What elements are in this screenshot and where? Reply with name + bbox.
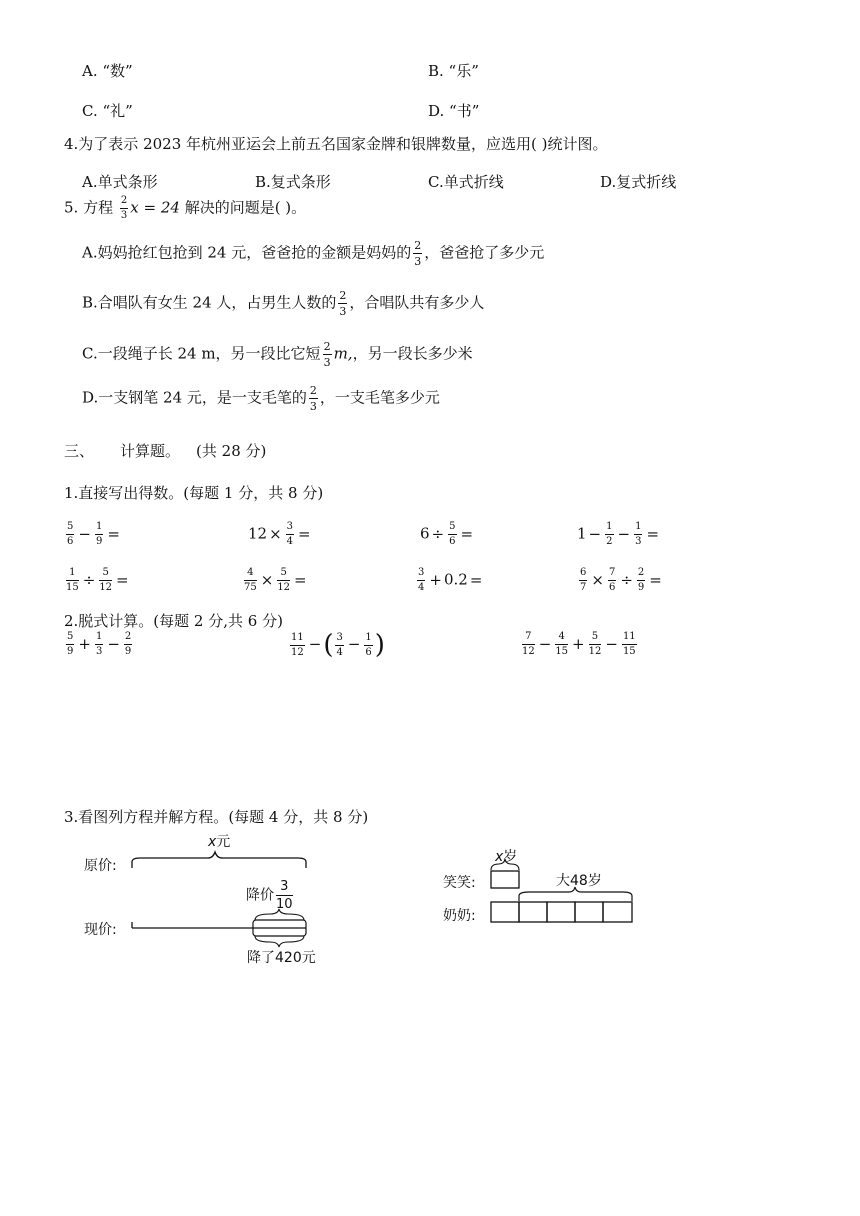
fraction: $\frac{2}{3}$ — [323, 340, 331, 369]
q5-stem — [64, 196, 306, 221]
q4-option-b: B.复式条形 — [255, 173, 331, 191]
q5-option-a: A.妈妈抢红包抢到 24 元，爸爸抢的金额是妈妈的 $\frac{2}{3}$ ，爸爸抢了多少元 — [82, 239, 545, 268]
calc1-item-5: $\frac{1}{15}$ ÷ $\frac{5}{12}$ = — [66, 567, 129, 593]
q5-stem-suffix: 解决的问题是( )。 — [184, 198, 307, 217]
q5-equation-rest: x = 24 — [130, 198, 180, 217]
q5-option-c: C.一段绳子长 24 m，另一段比它短 $\frac{2}{3}$ m,，另一段长多少米 — [82, 340, 473, 369]
fraction: $\frac{2}{3}$ — [309, 384, 317, 413]
q4-option-a: A.单式条形 — [82, 173, 158, 191]
grandma-unit-box — [547, 902, 575, 922]
difference-brace — [519, 887, 632, 901]
calc2-title: 2.脱式计算。(每题 2 分,共 6 分) — [64, 612, 283, 630]
q5-stem-prefix: 5. 方程 — [64, 198, 114, 217]
calc2-item-3: $\frac{7}{12}$ − $\frac{4}{15}$ + $\frac{5}{12}$ − $\frac{11}{15}$ — [522, 631, 636, 657]
q3-option-c: C. “礼” — [82, 102, 133, 120]
calc3-title: 3.看图列方程并解方程。(每题 4 分，共 8 分) — [64, 808, 369, 826]
grandma-unit-box — [519, 902, 547, 922]
fraction: $\frac{2}{3}$ — [339, 289, 347, 318]
grandma-unit-box — [491, 902, 519, 922]
q3-option-a: A. “数” — [82, 62, 133, 80]
calc1-item-2: 12 × $\frac{3}{4}$ = — [248, 521, 311, 547]
grandma-unit-box — [603, 902, 632, 922]
q5-option-d: D.一支钢笔 24 元，是一支毛笔的 $\frac{2}{3}$ ，一支毛笔多少元 — [82, 384, 440, 413]
xiaoxiao-age-label: x岁 — [495, 849, 518, 865]
q5-option-b: B.合唱队有女生 24 人，占男生人数的 $\frac{2}{3}$ ，合唱队共有多少人 — [82, 289, 485, 318]
original-price-total-label: x元 — [208, 834, 231, 850]
fraction: $\frac{2}{3}$ — [414, 239, 422, 268]
discount-label: 降价 $\frac{3}{10}$ — [246, 879, 293, 912]
calc2-item-2: $\frac{11}{12}$ −( $\frac{3}{4}$ − $\frac{1}{6}$ ) — [291, 630, 385, 660]
xiaoxiao-label: 笑笑: — [443, 875, 476, 891]
calc1-title: 1.直接写出得数。(每题 1 分，共 8 分) — [64, 484, 324, 502]
q4-option-c: C.单式折线 — [428, 173, 504, 191]
xiaoxiao-unit-box — [491, 871, 519, 888]
calc2-item-1: $\frac{5}{9}$ + $\frac{1}{3}$ − $\frac{2}{9}$ — [67, 631, 132, 657]
age-bars-svg — [485, 858, 645, 928]
q5-equation-fraction: $\frac{2}{3}$ — [120, 195, 128, 221]
price-bars-svg — [120, 840, 320, 950]
age-difference-label: 大48岁 — [556, 873, 602, 889]
discount-amount-label: 降了420元 — [247, 950, 316, 966]
q4-option-d: D.复式折线 — [600, 173, 677, 191]
q3-option-d: D. “书” — [428, 102, 480, 120]
section-heading: 三、 计算题。 (共 28 分) — [64, 442, 267, 460]
current-price-label: 现价: — [84, 922, 117, 938]
original-price-label: 原价: — [84, 858, 117, 874]
q3-option-b: B. “乐” — [428, 62, 479, 80]
calc1-item-6: $\frac{4}{75}$ × $\frac{5}{12}$ = — [244, 567, 307, 593]
grandma-unit-box — [575, 902, 603, 922]
original-price-brace — [132, 852, 306, 868]
calc1-item-3: 6 ÷ $\frac{5}{6}$ = — [420, 521, 474, 547]
q4-stem: 4.为了表示 2023 年杭州亚运会上前五名国家金牌和银牌数量，应选用( )统计图。 — [64, 135, 608, 153]
calc1-item-1: $\frac{5}{6}$ − $\frac{1}{9}$ = — [67, 521, 120, 547]
calc1-item-8: $\frac{6}{7}$ × $\frac{7}{6}$ ÷ $\frac{2}{9}$ = — [580, 567, 662, 593]
grandma-label: 奶奶: — [443, 908, 476, 924]
calc1-item-7: $\frac{3}{4}$ + 0.2 = — [418, 567, 483, 593]
calc1-item-4: 1 − $\frac{1}{2}$ − $\frac{1}{3}$ = — [577, 521, 660, 547]
